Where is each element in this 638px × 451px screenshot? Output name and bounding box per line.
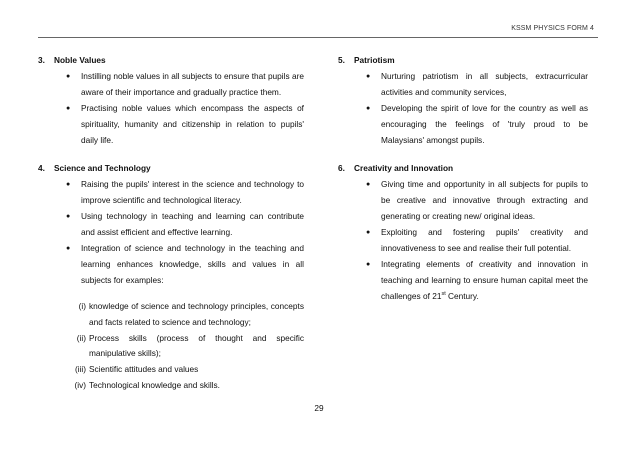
section-number: 6.: [338, 163, 345, 174]
bullet-icon: ●: [366, 104, 371, 112]
sub-item-text: knowledge of science and technology principles, concepts and facts related to science and technology;: [89, 300, 304, 327]
list-item-text: Nurturing patriotism in all subjects, extracurricular activities and community services,: [381, 70, 588, 97]
list-item-text: Using technology in teaching and learning can contribute and assist efficient and effective learning.: [81, 211, 304, 238]
list-item-text: Instilling noble values in all subjects to ensure that pupils are aware of their importance and gradually practice them.: [81, 70, 304, 97]
list-item-text: Developing the spirit of love for the country as well as encouraging the feelings of 'truly proud to be Malaysians' amongst pupils.: [381, 102, 588, 145]
section-science-technology: [38, 161, 304, 394]
numbered-sub-list: [38, 299, 304, 394]
sub-list-item: [38, 331, 304, 363]
list-item-text: Practising noble values which encompass the aspects of spirituality, humanity and citizenship in relation to pupils' daily life.: [81, 102, 304, 145]
bullet-icon: ●: [66, 213, 71, 221]
sub-item-number: (i): [78, 300, 86, 311]
bullet-list: [338, 69, 588, 149]
section-number: 5.: [338, 55, 345, 65]
list-item: [338, 225, 588, 257]
list-item: [338, 177, 588, 225]
sub-item-number: (iii): [74, 364, 86, 375]
list-item-text: Exploiting and fostering pupils' creativity and innovativeness to see and realise their full potential.: [381, 227, 588, 253]
sub-item-text: Technological knowledge and skills.: [89, 380, 220, 391]
left-column: [38, 53, 304, 407]
bullet-icon: ●: [66, 104, 71, 112]
bullet-icon: ●: [366, 72, 371, 80]
sub-item-number: (iv): [74, 380, 86, 391]
list-item: [338, 257, 588, 305]
bullet-icon: ●: [66, 181, 71, 189]
list-item: [338, 69, 588, 101]
section-heading: [338, 53, 588, 69]
section-title: Science and Technology: [54, 163, 151, 174]
section-heading: [38, 161, 304, 177]
list-item: [38, 69, 304, 101]
sub-item-text: Process skills (process of thought and specific manipulative skills);: [89, 332, 304, 359]
list-item-text: Raising the pupils' interest in the science and technology to improve scientific and technological literacy.: [81, 179, 304, 206]
ordinal-suffix: st: [441, 290, 446, 297]
running-header: KSSM PHYSICS FORM 4: [511, 25, 594, 32]
section-creativity-innovation: [338, 161, 588, 304]
section-title: Noble Values: [54, 55, 106, 65]
sub-list-item: [38, 299, 304, 331]
sub-list-item: [38, 362, 304, 378]
section-title: Patriotism: [354, 55, 395, 65]
list-item: [38, 209, 304, 241]
sub-item-number: (ii): [76, 332, 86, 343]
section-noble-values: [38, 53, 304, 148]
sub-item-text: Scientific attitudes and values: [89, 364, 199, 375]
bullet-icon: ●: [366, 181, 371, 189]
bullet-icon: ●: [366, 260, 371, 268]
section-heading: [338, 161, 588, 177]
bullet-list: [38, 177, 304, 288]
section-number: 4.: [38, 163, 45, 174]
list-item: [38, 241, 304, 289]
right-column: [338, 53, 588, 318]
bullet-list: [338, 177, 588, 304]
bullet-list: [38, 69, 304, 149]
header-rule: [38, 37, 598, 38]
list-item-text: Integrating elements of creativity and innovation in teaching and learning to ensure human capital meet the challenges of 21: [381, 258, 588, 301]
sub-list-item: [38, 378, 304, 394]
list-item: [338, 101, 588, 149]
page-number: 29: [314, 403, 324, 413]
section-title: Creativity and Innovation: [354, 163, 454, 174]
bullet-icon: ●: [366, 229, 371, 237]
section-patriotism: [338, 53, 588, 148]
list-item-text: Integration of science and technology in the teaching and learning enhances knowledge, skills and values in all subjects for examples:: [81, 242, 304, 285]
list-item: [38, 101, 304, 149]
list-item-text-tail: Century.: [445, 290, 479, 301]
list-item-text: Giving time and opportunity in all subjects for pupils to be creative and innovative through extracting and generating or creating new/ original ideas.: [381, 179, 588, 222]
bullet-icon: ●: [66, 244, 71, 252]
section-heading: [38, 53, 304, 69]
list-item: [38, 177, 304, 209]
section-number: 3.: [38, 55, 45, 65]
bullet-icon: ●: [66, 72, 71, 80]
